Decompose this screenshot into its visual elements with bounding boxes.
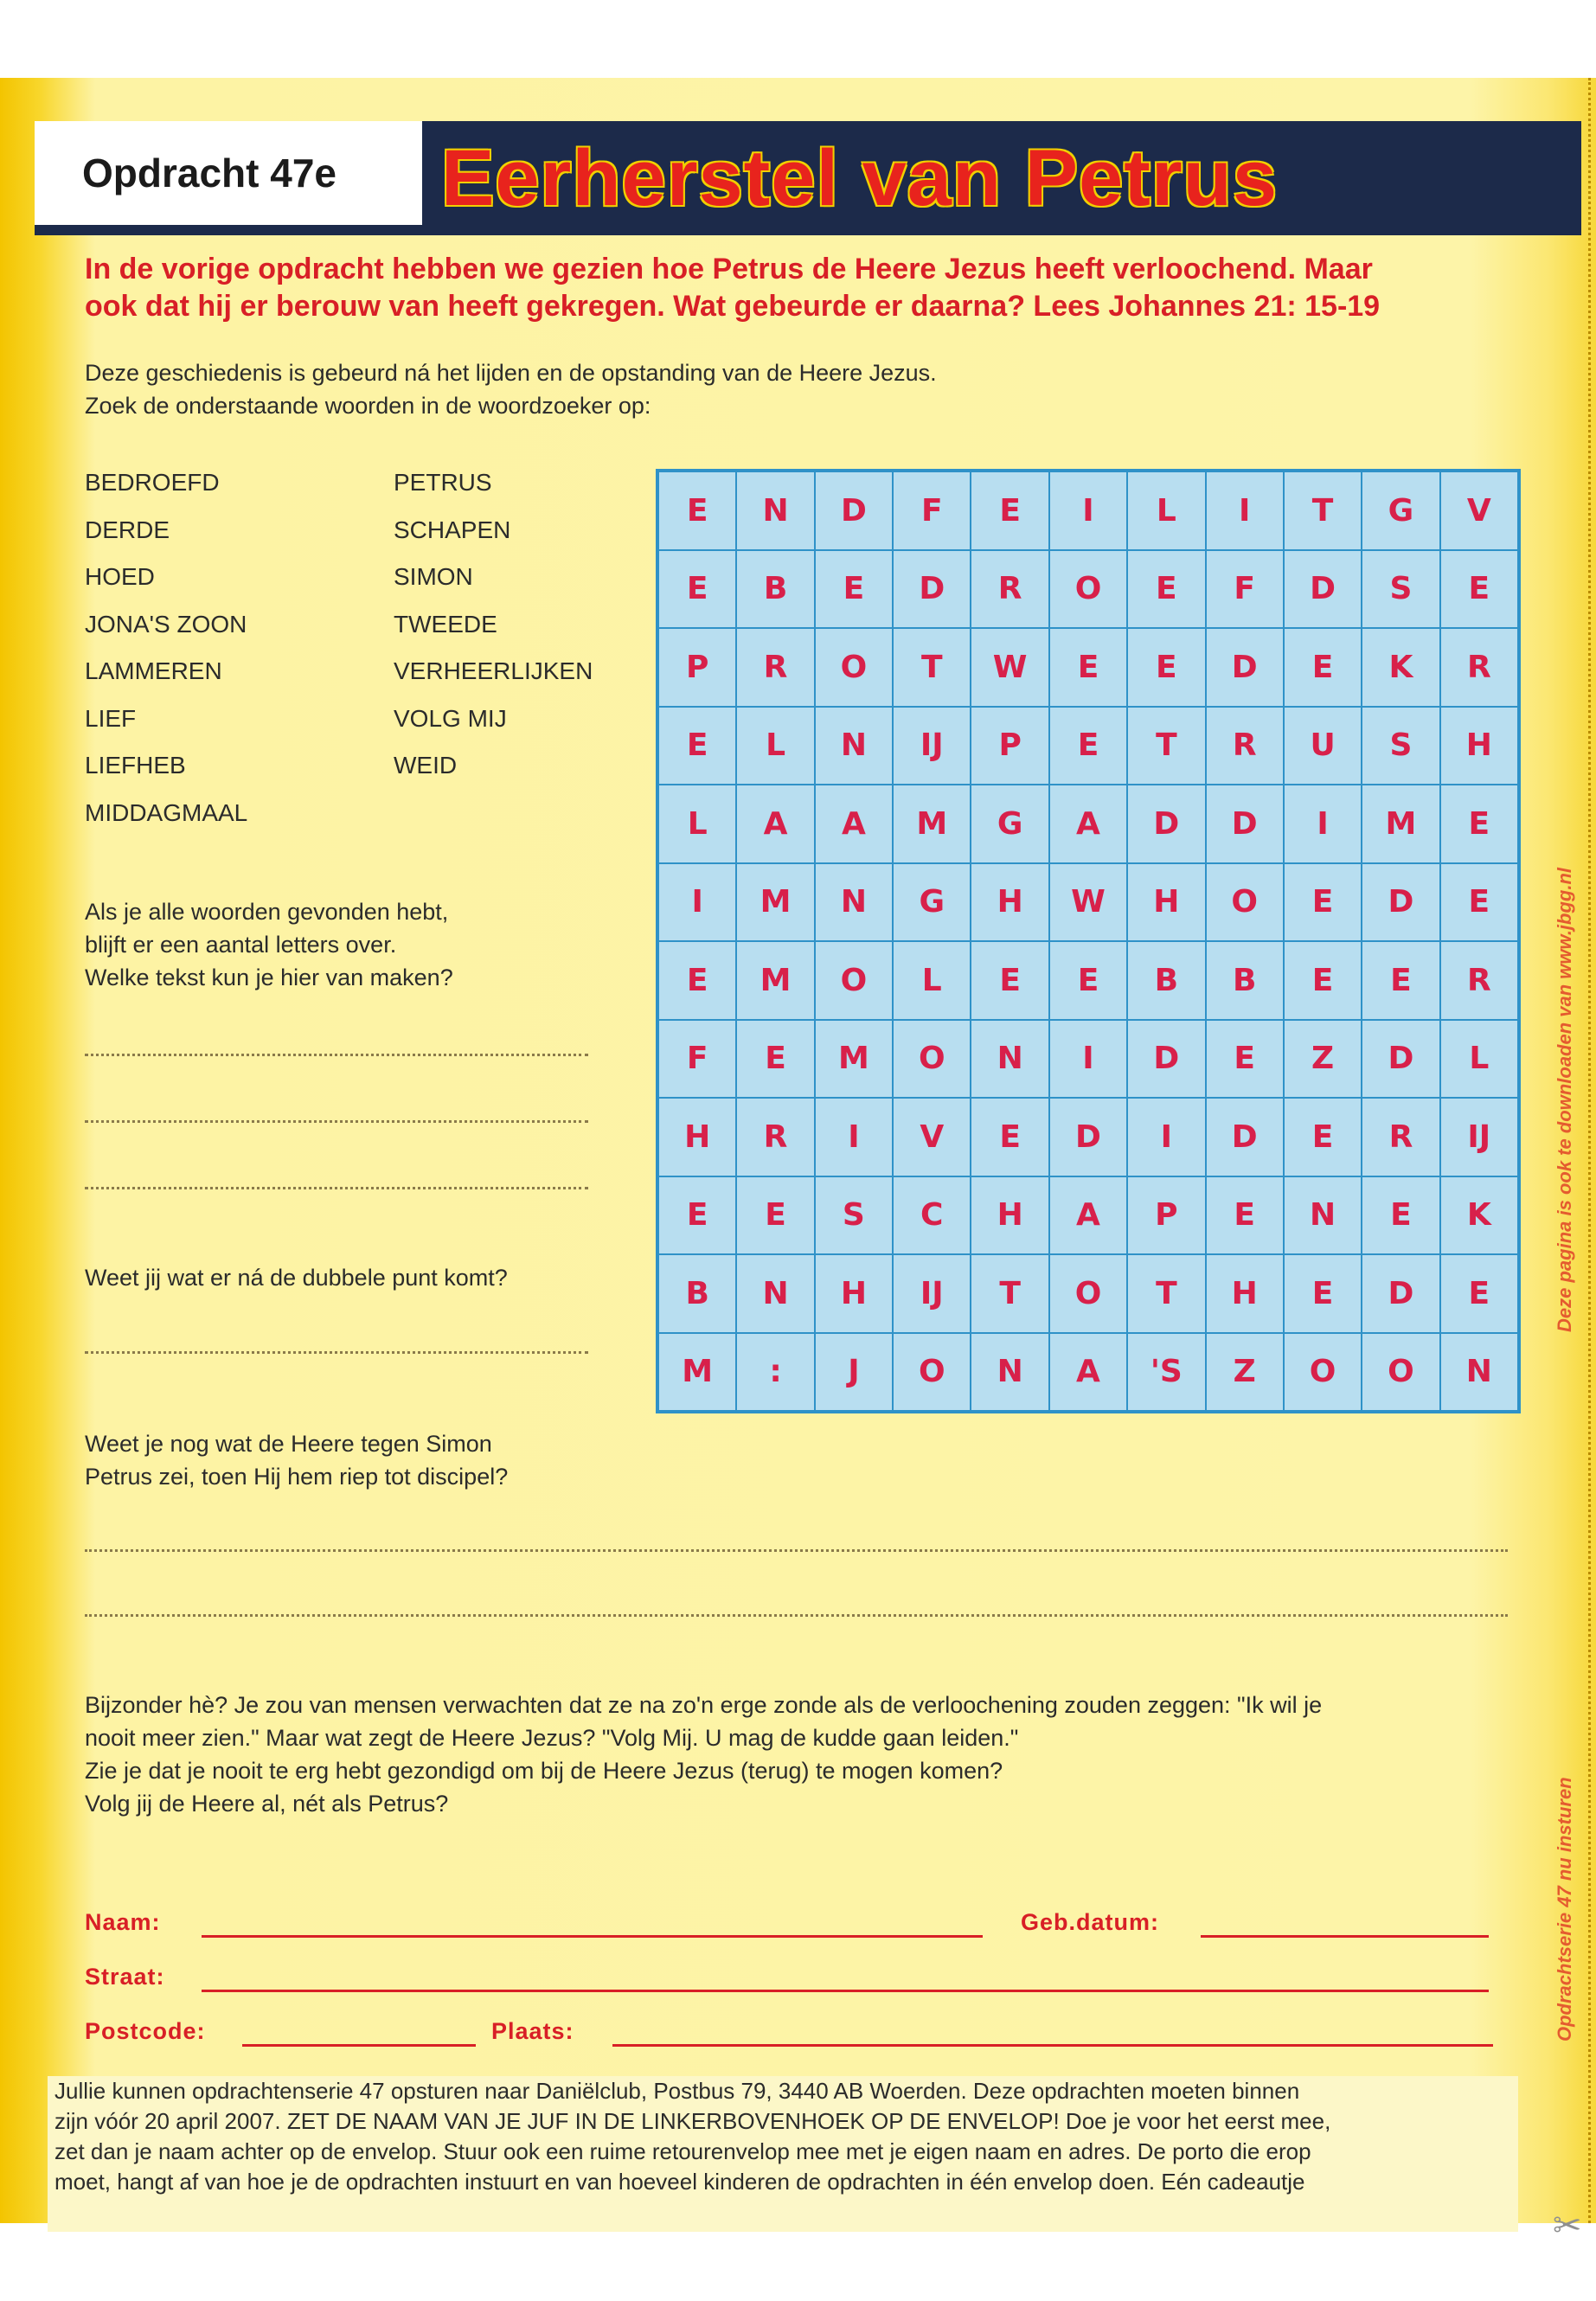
grid-cell[interactable]: E [1284,941,1362,1020]
closing-line: Zie je dat je nooit te erg hebt gezondigd om bij de Heere Jezus (terug) te mogen komen? [85,1758,1003,1784]
grid-cell[interactable]: S [815,1176,893,1255]
assignment-label-box [35,121,424,235]
instruction-line: Zoek de onderstaande woorden in de woordzoeker op: [85,393,651,419]
word-item: MIDDAGMAAL [85,798,248,826]
question-after-colon [85,1261,508,1294]
grid-cell[interactable]: H [1127,863,1205,942]
answer-line[interactable] [85,1351,588,1354]
footer-line: zijn vóór 20 april 2007. ZET DE NAAM VAN JE JUF IN DE LINKERBOVENHOEK OP DE ENVELOP! Doe je voor het eerst mee, [54,2108,1331,2134]
grid-cell[interactable]: V [893,1098,971,1176]
grid-cell[interactable]: H [971,863,1048,942]
question-line: Weet je nog wat de Heere tegen Simon [85,1431,492,1457]
dob-label: Geb.datum: [1021,1909,1160,1935]
postcode-label: Postcode: [85,2018,206,2044]
grid-cell[interactable]: I [1206,471,1284,550]
grid-cell[interactable]: D [1284,550,1362,629]
word-search-grid [656,469,1521,1413]
grid-cell[interactable]: R [971,550,1048,629]
instruction-text [85,356,937,422]
scissors-icon: ✂ [1553,2207,1582,2245]
grid-cell[interactable]: O [893,1333,971,1412]
grid-cell[interactable]: E [658,941,736,1020]
grid-cell[interactable]: J [815,1333,893,1412]
closing-text [85,1689,1322,1820]
word-item: SCHAPEN [394,516,511,543]
grid-cell[interactable]: IJ [1440,1098,1518,1176]
grid-cell[interactable]: O [1362,1333,1439,1412]
grid-cell[interactable]: F [658,1020,736,1099]
grid-cell[interactable]: K [1362,628,1439,707]
street-field[interactable] [202,1990,1489,1992]
grid-cell[interactable]: G [893,863,971,942]
grid-cell[interactable]: I [1127,1098,1205,1176]
grid-cell[interactable]: H [1440,707,1518,785]
postcode-field[interactable] [242,2044,476,2047]
assignment-label: Opdracht 47e [82,151,337,195]
name-field[interactable] [202,1935,983,1938]
word-item: TWEEDE [394,610,497,638]
grid-cell[interactable]: P [1127,1176,1205,1255]
grid-cell[interactable]: E [658,1176,736,1255]
grid-cell[interactable]: E [658,550,736,629]
grid-cell[interactable]: R [1440,628,1518,707]
grid-cell[interactable]: S [1362,550,1439,629]
grid-cell[interactable]: D [893,550,971,629]
grid-cell[interactable]: E [1440,550,1518,629]
place-label: Plaats: [491,2018,574,2044]
word-item: PETRUS [394,469,492,496]
grid-cell[interactable]: E [1440,863,1518,942]
grid-cell[interactable]: R [736,1098,814,1176]
grid-cell[interactable]: O [815,941,893,1020]
grid-cell[interactable]: E [1440,1254,1518,1333]
dob-field[interactable] [1201,1935,1489,1938]
question-simon [85,1427,508,1493]
grid-cell[interactable]: I [658,863,736,942]
grid-cell[interactable]: E [1284,628,1362,707]
grid-cell[interactable]: A [815,785,893,863]
grid-cell[interactable]: L [1440,1020,1518,1099]
grid-cell[interactable]: N [1440,1333,1518,1412]
grid-cell[interactable]: E [815,550,893,629]
grid-cell[interactable]: M [1362,785,1439,863]
word-item: VOLG MIJ [394,704,507,732]
grid-cell[interactable]: R [1440,941,1518,1020]
footer-line: moet, hangt af van hoe je de opdrachten instuurt en van hoeveel kinderen de opdrachten in één envelop doen. Eén cadeautje [54,2169,1305,2195]
grid-cell[interactable]: P [658,628,736,707]
grid-cell[interactable]: M [815,1020,893,1099]
grid-cell[interactable]: O [1049,550,1127,629]
grid-cell[interactable]: R [1362,1098,1439,1176]
grid-cell[interactable]: : [736,1333,814,1412]
grid-cell[interactable]: O [1284,1333,1362,1412]
grid-cell[interactable]: N [736,471,814,550]
grid-cell[interactable]: O [893,1020,971,1099]
grid-cell[interactable]: E [736,1176,814,1255]
grid-cell[interactable]: V [1440,471,1518,550]
grid-cell[interactable]: U [1284,707,1362,785]
grid-cell[interactable]: E [658,707,736,785]
grid-cell[interactable]: D [1362,1020,1439,1099]
question-line: Weet jij wat er ná de dubbele punt komt? [85,1265,508,1291]
grid-cell[interactable]: D [1206,1098,1284,1176]
grid-cell[interactable]: L [1127,471,1205,550]
street-label: Straat: [85,1964,165,1990]
word-item: VERHEERLIJKEN [394,657,593,684]
word-item: LIEF [85,704,137,732]
grid-cell[interactable]: O [1049,1254,1127,1333]
question-line: Als je alle woorden gevonden hebt, [85,899,449,925]
grid-cell[interactable]: B [1127,941,1205,1020]
grid-cell[interactable]: T [1127,707,1205,785]
grid-cell[interactable]: S [1362,707,1439,785]
grid-cell[interactable]: H [815,1254,893,1333]
submission-info [48,2076,1518,2232]
page-title: Eerherstel van Petrus [441,133,1279,222]
download-note: Deze pagina is ook te downloaden van www.jbgg.nl [1554,867,1575,1332]
title-banner [422,121,1581,235]
grid-cell[interactable]: E [1362,1176,1439,1255]
grid-cell[interactable]: I [1284,785,1362,863]
grid-cell[interactable]: E [1049,628,1127,707]
answer-line[interactable] [85,1614,1508,1617]
answer-line[interactable] [85,1549,1508,1552]
word-list-col2 [394,465,593,796]
grid-cell[interactable]: I [1049,471,1127,550]
worksheet-page [0,78,1596,2245]
word-item: SIMON [394,563,473,590]
grid-cell[interactable]: F [1206,550,1284,629]
word-item: JONA'S ZOON [85,610,247,638]
answer-line[interactable] [85,1187,588,1189]
grid-cell[interactable]: D [1206,785,1284,863]
grid-cell[interactable]: E [971,471,1048,550]
grid-cell[interactable]: E [1284,863,1362,942]
grid-cell[interactable]: E [1440,785,1518,863]
grid-cell[interactable]: B [1206,941,1284,1020]
grid-cell[interactable]: IJ [893,707,971,785]
question-line: Petrus zei, toen Hij hem riep tot discipel? [85,1464,509,1490]
grid-cell[interactable]: K [1440,1176,1518,1255]
grid-cell[interactable]: T [1127,1254,1205,1333]
grid-cell[interactable]: M [658,1333,736,1412]
grid-cell[interactable]: H [1206,1254,1284,1333]
question-line: Welke tekst kun je hier van maken? [85,965,453,990]
grid-cell[interactable]: W [1049,863,1127,942]
grid-cell[interactable]: E [658,471,736,550]
word-item: WEID [394,752,458,779]
grid-cell[interactable]: E [1049,941,1127,1020]
word-item: DERDE [85,516,170,543]
grid-cell[interactable]: N [736,1254,814,1333]
grid-cell[interactable]: O [1206,863,1284,942]
footer-line: Jullie kunnen opdrachtenserie 47 opsturen naar Daniëlclub, Postbus 79, 3440 AB Woerden. Deze opdrachten moeten binnen [54,2078,1300,2104]
grid-cell[interactable]: D [1127,1020,1205,1099]
grid-cell[interactable]: R [736,628,814,707]
question-line: blijft er een aantal letters over. [85,932,397,958]
grid-cell[interactable]: M [736,863,814,942]
grid-cell[interactable]: H [658,1098,736,1176]
grid-cell[interactable]: N [815,707,893,785]
intro-text [85,251,1512,325]
grid-cell[interactable]: G [971,785,1048,863]
intro-line: ook dat hij er berouw van heeft gekregen. Wat gebeurde er daarna? Lees Johannes 21: 15-19 [85,290,1381,323]
grid-cell[interactable]: A [1049,785,1127,863]
intro-line: In de vorige opdracht hebben we gezien hoe Petrus de Heere Jezus heeft verloochend. Maar [85,253,1373,285]
grid-cell[interactable]: E [971,1098,1048,1176]
grid-cell[interactable]: B [736,550,814,629]
word-list-col1 [85,465,247,843]
closing-line: nooit meer zien." Maar wat zegt de Heere Jezus? "Volg Mij. U mag de kudde gaan leiden." [85,1725,1019,1751]
grid-cell[interactable]: Z [1284,1020,1362,1099]
grid-cell[interactable]: G [1362,471,1439,550]
grid-cell[interactable]: T [971,1254,1048,1333]
grid-cell[interactable]: A [1049,1333,1127,1412]
grid-cell[interactable]: IJ [893,1254,971,1333]
question-leftover-letters [85,895,453,994]
grid-cell[interactable]: D [1206,628,1284,707]
grid-cell[interactable]: T [893,628,971,707]
grid-cell[interactable]: E [1284,1098,1362,1176]
place-field[interactable] [612,2044,1493,2047]
name-label: Naam: [85,1909,161,1935]
grid-cell[interactable]: E [1127,550,1205,629]
grid-cell[interactable]: D [1362,863,1439,942]
grid-cell[interactable]: Z [1206,1333,1284,1412]
grid-cell[interactable]: E [971,941,1048,1020]
grid-cell[interactable]: B [658,1254,736,1333]
word-item: LIEFHEB [85,752,186,779]
word-item: BEDROEFD [85,469,220,496]
closing-line: Bijzonder hè? Je zou van mensen verwachten dat ze na zo'n erge zonde als de verloochening zouden zeggen: "Ik wil je [85,1692,1323,1718]
grid-cell[interactable]: M [893,785,971,863]
grid-cell[interactable]: O [815,628,893,707]
grid-cell[interactable]: N [971,1333,1048,1412]
grid-cell[interactable]: E [1127,628,1205,707]
footer-line: zet dan je naam achter op de envelop. Stuur ook een ruime retourenvelop mee met je eigen naam en adres. De porto die erop [54,2138,1311,2164]
grid-cell[interactable]: E [1362,941,1439,1020]
grid-cell[interactable]: P [971,707,1048,785]
grid-cell[interactable]: 'S [1127,1333,1205,1412]
closing-line: Volg jij de Heere al, nét als Petrus? [85,1791,449,1817]
grid-cell[interactable]: E [1284,1254,1362,1333]
grid-cell[interactable]: R [1206,707,1284,785]
grid-cell[interactable]: D [1362,1254,1439,1333]
submit-note: Opdrachtserie 47 nu insturen [1554,1777,1575,2041]
grid-cell[interactable]: N [1284,1176,1362,1255]
word-item: LAMMEREN [85,657,222,684]
grid-cell[interactable]: M [736,941,814,1020]
grid-cell[interactable]: C [893,1176,971,1255]
grid-cell[interactable]: D [1049,1098,1127,1176]
grid-cell[interactable]: L [893,941,971,1020]
cut-line [1588,78,1591,2223]
grid-cell[interactable]: A [736,785,814,863]
grid-cell[interactable]: T [1284,471,1362,550]
grid-cell[interactable]: E [1049,707,1127,785]
grid-cell[interactable]: N [815,863,893,942]
instruction-line: Deze geschiedenis is gebeurd ná het lijden en de opstanding van de Heere Jezus. [85,360,937,386]
grid-cell[interactable]: L [736,707,814,785]
answer-line[interactable] [85,1054,588,1056]
grid-cell[interactable]: E [1206,1020,1284,1099]
grid-cell[interactable]: F [893,471,971,550]
grid-cell[interactable]: I [1049,1020,1127,1099]
grid-cell[interactable]: E [736,1020,814,1099]
grid-cell[interactable]: A [1049,1176,1127,1255]
grid-cell[interactable]: D [1127,785,1205,863]
grid-cell[interactable]: E [1206,1176,1284,1255]
grid-cell[interactable]: H [971,1176,1048,1255]
grid-cell[interactable]: W [971,628,1048,707]
grid-cell[interactable]: N [971,1020,1048,1099]
grid-cell[interactable]: L [658,785,736,863]
grid-cell[interactable]: I [815,1098,893,1176]
grid-cell[interactable]: D [815,471,893,550]
word-item: HOED [85,563,155,590]
answer-line[interactable] [85,1120,588,1123]
